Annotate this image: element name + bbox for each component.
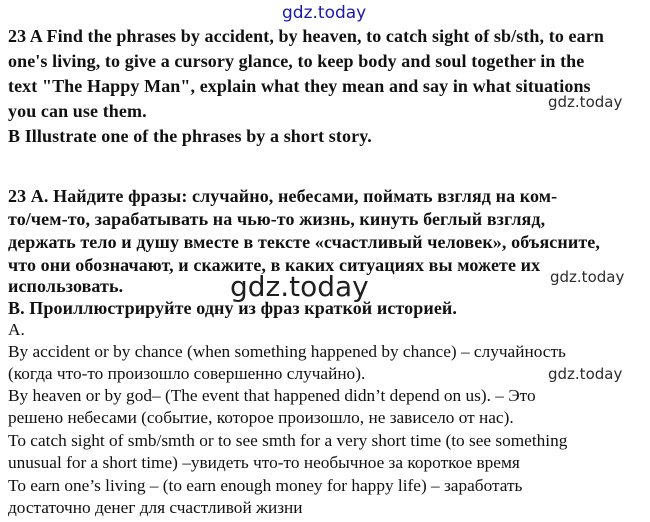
answer-line-3: By heaven or by god– (The event that happened didn’t depend on us). – Это — [8, 386, 536, 405]
task-ru-line-6: В. Проиллюстрируйте одну из фраз краткой историей. — [8, 298, 457, 318]
watermark-right-3: gdz.today — [548, 365, 623, 383]
watermark-right-2: gdz.today — [550, 268, 625, 286]
task-en-line-1: 23 A Find the phrases by accident, by heaven, to catch sight of sb/sth, to earn — [8, 26, 604, 46]
answer-line-2: (когда что-то произошло совершенно случайно). — [8, 364, 366, 383]
answer-line-1: By accident or by chance (when something happened by chance) – случайность — [8, 342, 566, 361]
answer-label: А. — [8, 320, 25, 339]
answer-line-4: решено небесами (событие, которое произошло, не зависело от нас). — [8, 408, 514, 427]
watermark-top: gdz.today — [282, 3, 367, 23]
answer-line-5: To catch sight of smb/smth or to see smth for a very short time (to see something — [8, 431, 568, 450]
task-ru-line-1: 23 А. Найдите фразы: случайно, небесами, поймать взгляд на ком- — [8, 186, 558, 206]
watermark-center: gdz.today — [230, 270, 369, 303]
task-ru-line-4: что они обозначают, и скажите, в каких ситуациях вы можете их — [8, 255, 541, 275]
answer-line-6: unusual for a short time) –увидеть что-то необычное за короткое время — [8, 453, 520, 472]
task-en-line-3: text "The Happy Man", explain what they mean and say in what situations — [8, 76, 591, 96]
task-ru-line-2: то/чем-то, зарабатывать на чью-то жизнь, кинуть беглый взгляд, — [8, 209, 546, 229]
task-en-line-2: one's living, to give a cursory glance, to keep body and soul together in the — [8, 51, 585, 71]
watermark-right-1: gdz.today — [548, 93, 623, 111]
task-en-line-5: B Illustrate one of the phrases by a short story. — [8, 126, 372, 146]
task-ru-line-5: использовать. — [8, 276, 124, 296]
answer-line-8: достаточно денег для счастливой жизни — [8, 498, 303, 517]
answer-line-7: To earn one’s living – (to earn enough money for happy life) – заработать — [8, 476, 523, 495]
task-en-line-4: you can use them. — [8, 101, 147, 121]
task-ru-line-3: держать тело и душу вместе в тексте «счастливый человек», объясните, — [8, 232, 600, 252]
